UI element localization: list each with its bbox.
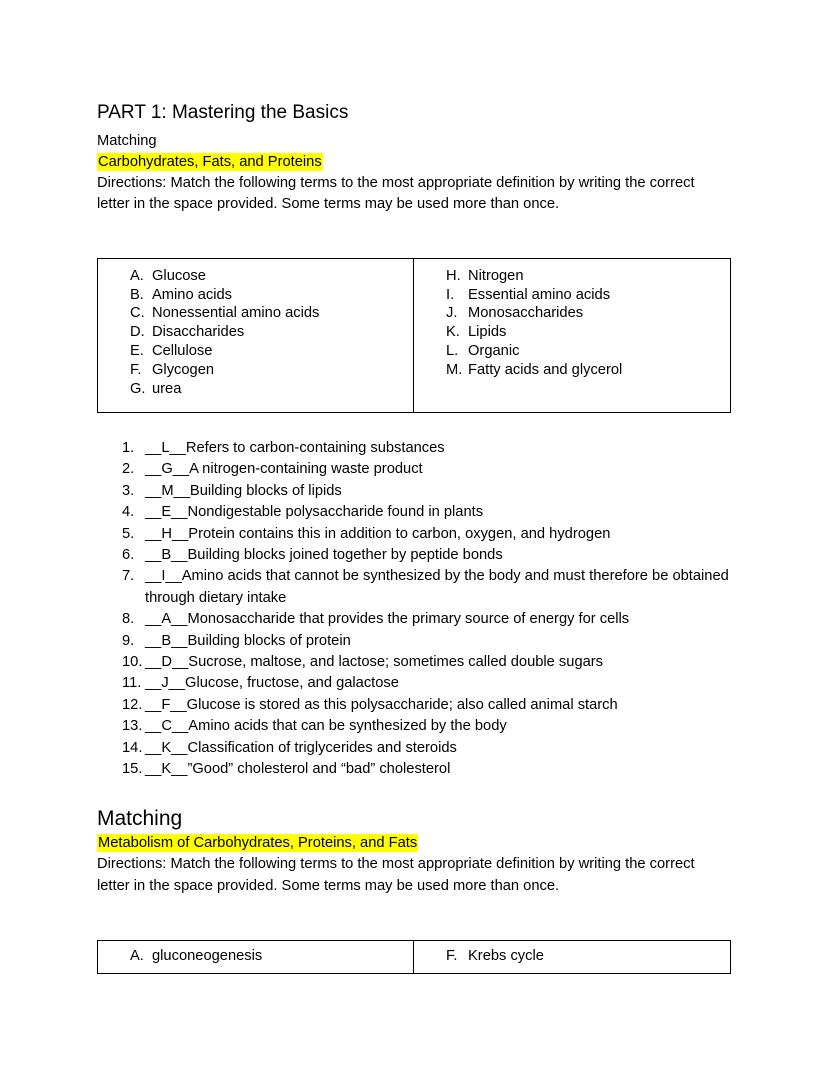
question-text: Refers to carbon-containing substances <box>185 439 445 456</box>
question-text: Classification of triglycerides and steroids <box>187 739 457 756</box>
answer-blank: __I__ <box>145 568 182 585</box>
question-body <box>145 502 745 523</box>
question-number: 6. <box>122 546 135 563</box>
question-number: 2. <box>122 461 135 478</box>
question-number: 3. <box>122 482 135 499</box>
question-body <box>145 673 745 694</box>
question-number: 10. <box>122 654 143 670</box>
term-bank-2-column-left <box>98 941 414 973</box>
question-item <box>97 438 745 459</box>
term-letter: D. <box>130 324 145 341</box>
term-letter: A. <box>130 267 144 284</box>
question-item <box>97 481 745 502</box>
term-item <box>446 361 722 380</box>
term-item <box>130 361 405 380</box>
topic-highlight: Carbohydrates, Fats, and Proteins <box>98 154 322 170</box>
topic-line <box>97 152 745 173</box>
answer-blank: __D__ <box>145 654 189 670</box>
question-body <box>145 481 745 502</box>
question-body <box>145 438 745 459</box>
question-item <box>97 459 745 480</box>
question-text: Protein contains this in addition to carbon, oxygen, and hydrogen <box>188 525 611 542</box>
answer-blank: __B__ <box>145 546 188 563</box>
answer-blank: __L__ <box>145 439 186 456</box>
question-number: 12. <box>122 696 143 713</box>
term-text: Lipids <box>468 324 507 341</box>
document-content <box>97 100 745 974</box>
question-list <box>97 438 745 781</box>
term-text: Krebs cycle <box>468 948 544 965</box>
answer-blank: __E__ <box>145 504 188 521</box>
term-item <box>446 267 722 286</box>
term-item <box>446 304 722 323</box>
question-text: Sucrose, maltose, and lactose; sometimes called double sugars <box>188 654 604 670</box>
term-item <box>446 323 722 342</box>
matching-subheading: Matching <box>97 133 157 149</box>
term-text: Essential amino acids <box>468 286 611 303</box>
question-body <box>145 759 745 780</box>
question-text: Monosaccharide that provides the primary source of energy for cells <box>187 611 630 628</box>
question-text: Building blocks of protein <box>187 632 351 649</box>
term-bank-column-right <box>414 259 730 412</box>
question-body <box>145 716 745 737</box>
answer-blank: __M__ <box>145 482 190 499</box>
term-item <box>130 323 405 342</box>
term-bank-column-left <box>98 259 414 412</box>
term-bank-table <box>97 258 731 413</box>
term-item <box>130 286 405 305</box>
term-text: Cellulose <box>152 343 213 360</box>
question-body <box>145 459 745 480</box>
question-body <box>145 609 745 630</box>
question-number: 14. <box>122 739 143 756</box>
question-text: ”Good” cholesterol and “bad” cholesterol <box>187 761 451 778</box>
topic-highlight-2: Metabolism of Carbohydrates, Proteins, and Fats <box>98 835 418 852</box>
directions-text-2: Directions: Match the following terms to the most appropriate definition by writing the correct letter in the space provided. Some terms may be used more than once. <box>97 856 695 894</box>
term-bank-2-column-right <box>414 941 730 973</box>
question-item <box>97 673 745 694</box>
term-text: Monosaccharides <box>468 305 584 322</box>
term-letter: J. <box>446 305 458 322</box>
question-body <box>145 545 745 566</box>
term-text: urea <box>152 381 182 398</box>
question-number: 7. <box>122 568 135 585</box>
question-text: Building blocks of lipids <box>189 482 342 499</box>
term-item <box>130 380 405 399</box>
term-text: Fatty acids and glycerol <box>468 362 623 379</box>
part1-title: PART 1: Mastering the Basics <box>97 102 349 123</box>
question-body <box>145 631 745 652</box>
term-item <box>130 304 405 323</box>
answer-blank: __A__ <box>145 611 188 628</box>
term-item <box>446 342 722 361</box>
term-letter: F. <box>446 948 458 965</box>
term-letter: I. <box>446 286 455 303</box>
term-item <box>446 286 722 305</box>
answer-blank: __B__ <box>145 632 188 649</box>
question-item <box>97 759 745 780</box>
term-letter: B. <box>130 286 144 303</box>
question-text: A nitrogen-containing waste product <box>189 461 423 478</box>
question-number: 15. <box>122 761 143 778</box>
answer-blank: __J__ <box>145 675 186 692</box>
term-letter: G. <box>130 381 146 398</box>
term-item <box>130 342 405 361</box>
question-text: Building blocks joined together by peptide bonds <box>187 546 503 563</box>
directions-text: Directions: Match the following terms to the most appropriate definition by writing the correct letter in the space provided. Some terms may be used more than once. <box>97 175 695 213</box>
question-item <box>97 716 745 737</box>
term-text: Disaccharides <box>152 324 245 341</box>
question-item <box>97 695 745 716</box>
term-letter: F. <box>130 362 142 379</box>
question-number: 9. <box>122 632 135 649</box>
term-text: Glucose <box>152 267 206 284</box>
question-body <box>145 738 745 759</box>
question-number: 11. <box>122 675 142 692</box>
question-item <box>97 631 745 652</box>
answer-blank: __K__ <box>145 739 188 756</box>
term-item <box>130 267 405 286</box>
question-item <box>97 545 745 566</box>
term-text: Amino acids <box>152 286 232 303</box>
term-text: Nonessential amino acids <box>152 305 320 322</box>
question-body <box>145 524 745 545</box>
term-letter: H. <box>446 267 461 284</box>
term-letter: L. <box>446 343 459 360</box>
topic-line-2 <box>97 833 745 854</box>
term-bank-table-2 <box>97 940 731 974</box>
term-text: Nitrogen <box>468 267 524 284</box>
term-letter: C. <box>130 305 145 322</box>
question-text: Amino acids that can be synthesized by the body <box>188 718 507 735</box>
question-item <box>97 609 745 630</box>
question-text: Nondigestable polysaccharide found in plants <box>187 504 484 521</box>
answer-blank: __F__ <box>145 696 187 713</box>
question-item <box>97 502 745 523</box>
answer-blank: __G__ <box>145 461 190 478</box>
term-text: Organic <box>468 343 520 360</box>
question-text: Glucose, fructose, and galactose <box>185 675 399 692</box>
question-text: Amino acids that cannot be synthesized by the body and must therefore be obtained through dietary intake <box>145 568 729 606</box>
answer-blank: __K__ <box>145 761 188 778</box>
term-item <box>130 947 405 966</box>
term-letter: E. <box>130 343 144 360</box>
term-item <box>446 947 722 966</box>
question-item <box>97 524 745 545</box>
term-letter: A. <box>130 948 144 965</box>
question-number: 4. <box>122 504 135 521</box>
term-text: Glycogen <box>152 362 215 379</box>
answer-blank: __H__ <box>145 525 189 542</box>
question-body <box>145 695 745 716</box>
question-number: 5. <box>122 525 135 542</box>
term-letter: M. <box>446 362 463 379</box>
term-text: gluconeogenesis <box>152 948 263 965</box>
question-body <box>145 566 745 609</box>
question-number: 8. <box>122 611 135 628</box>
answer-blank: __C__ <box>145 718 189 735</box>
question-item <box>97 652 745 673</box>
question-item <box>97 566 745 609</box>
question-number: 13. <box>122 718 143 735</box>
question-item <box>97 738 745 759</box>
matching-heading-2: Matching <box>97 807 183 831</box>
question-body <box>145 652 745 673</box>
term-letter: K. <box>446 324 460 341</box>
question-text: Glucose is stored as this polysaccharide; also called animal starch <box>186 696 618 713</box>
question-number: 1. <box>122 439 135 456</box>
